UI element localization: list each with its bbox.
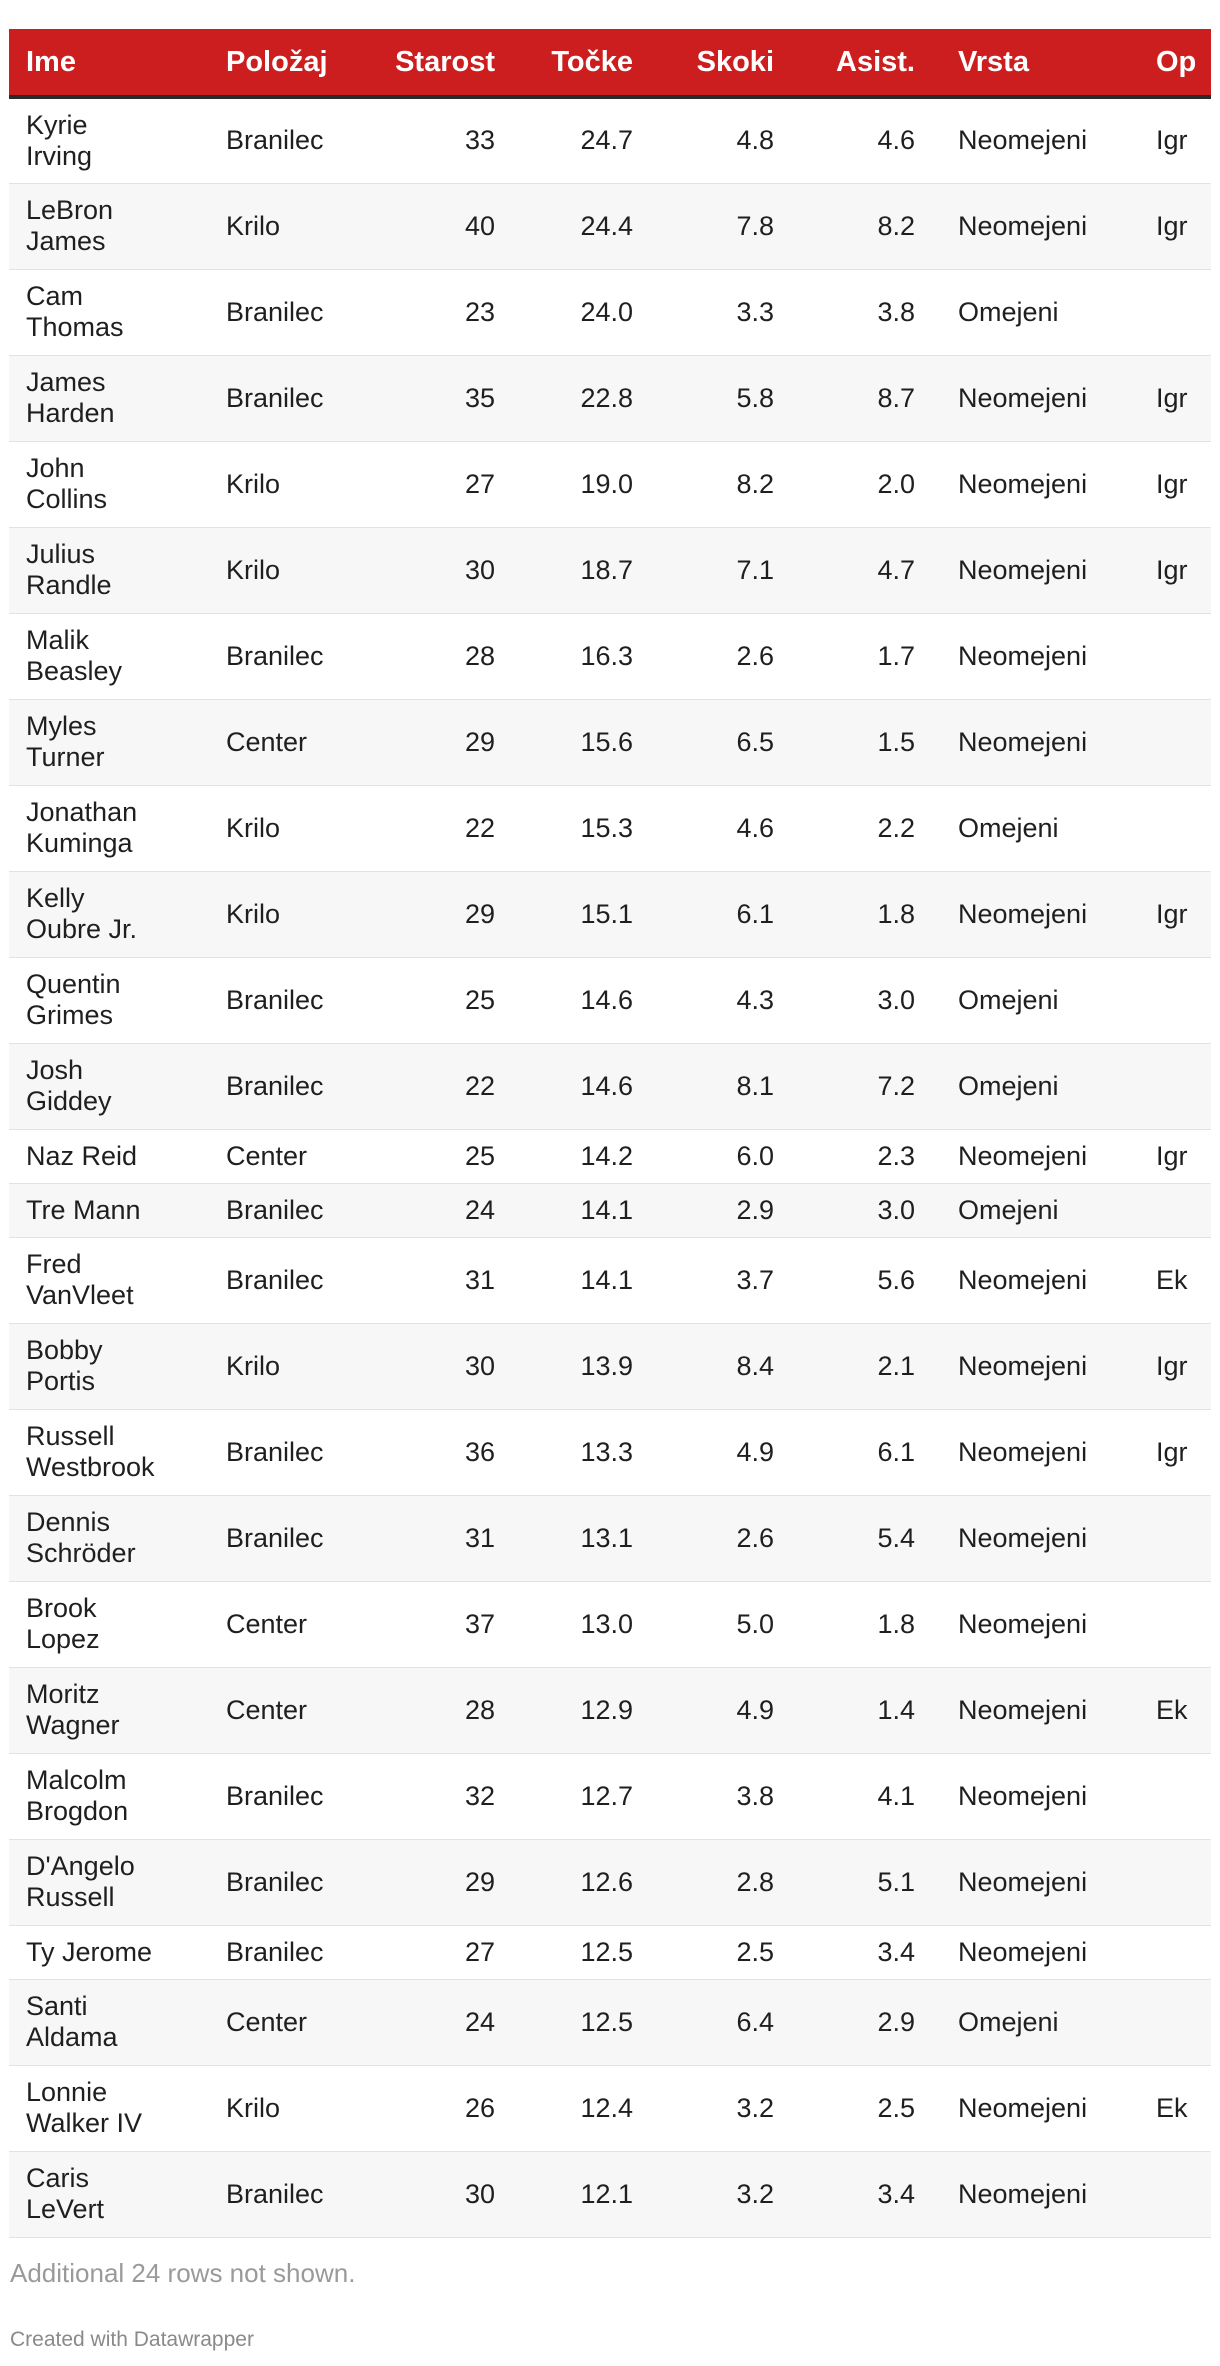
table-row [9,871,1211,957]
player-name-part: D'Angelo [26,1851,135,1881]
table-cell: 4.8 [736,125,774,156]
player-name-part: Oubre Jr. [26,914,138,944]
player-name-cell [9,871,209,957]
table-row [9,355,1211,441]
table-cell: 3.3 [736,296,774,327]
player-name-part: Dennis [26,1507,111,1537]
table-cell: Omejeni [958,1070,1059,1101]
player-name-part: Lonnie [26,2077,108,2107]
table-cell [1139,1183,1211,1237]
column-header[interactable]: Vrsta [941,29,1139,97]
player-name-part: Schröder [26,1538,136,1568]
table-cell: 35 [464,382,495,413]
player-name-part: LeBron [26,195,114,225]
table-cell: Branilec [226,2178,324,2209]
player-name-part: Collins [26,484,108,514]
table-cell: 26 [464,2092,495,2123]
table-cell: Branilec [226,125,324,156]
table-cell: 4.9 [736,1436,774,1467]
table-cell: 15.1 [580,898,633,929]
table-cell: Branilec [226,1264,324,1295]
table-cell: 5.1 [877,1866,915,1897]
table-cell: 24 [464,2006,495,2037]
table-cell [1139,785,1211,871]
table-cell: 15.3 [580,812,633,843]
table-cell: Ek [1156,1264,1188,1295]
table-cell: 12.4 [580,2092,633,2123]
table-cell: Igr [1156,468,1188,499]
table-row [9,1667,1211,1753]
table-row [9,1979,1211,2065]
player-name-cell [9,957,209,1043]
table-cell: Neomejeni [958,1694,1088,1725]
table-cell [1139,957,1211,1043]
player-name-cell [9,1839,209,1925]
table-cell: Neomejeni [958,898,1088,929]
table-cell: Neomejeni [958,125,1088,156]
table-cell: 40 [464,210,495,241]
table-cell: 29 [464,898,495,929]
table-cell: 12.5 [580,2006,633,2037]
table-cell: 31 [464,1522,495,1553]
table-row [9,1495,1211,1581]
table-cell: 2.0 [877,468,915,499]
table-cell: Center [226,1608,308,1639]
player-name-part: VanVleet [26,1280,134,1310]
table-cell: 6.5 [736,726,774,757]
player-name-cell [9,1667,209,1753]
table-row [9,1043,1211,1129]
table-cell: 8.2 [736,468,774,499]
table-cell: Igr [1156,1350,1188,1381]
table-cell: Branilec [226,1436,324,1467]
table-cell: 4.1 [877,1780,915,1811]
player-name-part: Bobby [26,1335,103,1365]
table-row [9,1581,1211,1667]
table-cell: Neomejeni [958,1350,1088,1381]
table-cell: Igr [1156,1436,1188,1467]
table-cell: 29 [464,1866,495,1897]
player-name-part: Kelly [26,883,85,913]
table-cell: 4.6 [736,812,774,843]
table-cell: 5.8 [736,382,774,413]
table-cell: Branilec [226,1070,324,1101]
table-cell: Neomejeni [958,1936,1088,1967]
table-cell: 2.9 [877,2006,915,2037]
table-cell: 22 [464,812,495,843]
table-row [9,1839,1211,1925]
table-cell: 6.4 [736,2006,774,2037]
player-name-part: Westbrook [26,1452,155,1482]
table-cell: 12.7 [580,1780,633,1811]
player-name-cell [9,785,209,871]
table-cell: 8.2 [877,210,915,241]
table-cell: Branilec [226,1194,324,1225]
table-cell: 28 [464,1694,495,1725]
player-name-cell [9,183,209,269]
player-name-part: Caris [26,2163,90,2193]
player-name-cell [9,1753,209,1839]
table-cell: 15.6 [580,726,633,757]
player-name-cell [9,1409,209,1495]
table-cell: 7.1 [736,554,774,585]
table-cell: Branilec [226,382,324,413]
player-name-part: Tre Mann [26,1194,141,1225]
table-cell: Branilec [226,296,324,327]
table-cell: 14.6 [580,1070,633,1101]
table-cell: 1.4 [877,1694,915,1725]
table-cell: 12.1 [580,2178,633,2209]
table-cell: 2.9 [736,1194,774,1225]
table-cell: Center [226,1694,308,1725]
table-cell: 24.7 [580,125,633,156]
table-cell: Omejeni [958,1194,1059,1225]
player-name-cell [9,1129,209,1183]
table-cell: 27 [464,1936,495,1967]
table-cell: 3.0 [877,1194,915,1225]
player-name-part: Walker IV [26,2108,143,2138]
player-name-part: John [26,453,85,483]
table-cell: 25 [464,1140,495,1171]
player-name-cell [9,97,209,183]
table-cell: Branilec [226,1866,324,1897]
table-cell: 3.4 [877,2178,915,2209]
player-name-part: Fred [26,1249,82,1279]
player-name-part: Cam [26,281,84,311]
table-cell: Neomejeni [958,2092,1088,2123]
table-row [9,1237,1211,1323]
table-cell: Neomejeni [958,382,1088,413]
player-name-part: James [26,226,106,256]
table-cell: 22 [464,1070,495,1101]
player-stats-table [9,29,1211,2238]
table-cell: 14.1 [580,1264,633,1295]
table-body [9,97,1211,2237]
table-cell: 4.9 [736,1694,774,1725]
player-name-part: Russell [26,1421,115,1451]
table-cell: 2.5 [877,2092,915,2123]
table-cell: 1.8 [877,1608,915,1639]
player-name-part: Randle [26,570,112,600]
player-name-part: Julius [26,539,96,569]
table-cell: 6.0 [736,1140,774,1171]
player-name-part: Moritz [26,1679,100,1709]
table-cell: 12.6 [580,1866,633,1897]
table-row [9,1129,1211,1183]
player-name-part: Malcolm [26,1765,127,1795]
table-cell: Igr [1156,898,1188,929]
table-row [9,97,1211,183]
table-cell: Neomejeni [958,1780,1088,1811]
column-header[interactable]: Op [1139,29,1211,97]
table-cell: Neomejeni [958,210,1088,241]
player-name-part: Josh [26,1055,84,1085]
player-name-part: Turner [26,742,105,772]
table-cell: 37 [464,1608,495,1639]
player-name-cell [9,2151,209,2237]
player-name-cell [9,699,209,785]
table-cell: 24.0 [580,296,633,327]
table-cell: 3.2 [736,2178,774,2209]
table-cell: 8.4 [736,1350,774,1381]
table-cell: 13.1 [580,1522,633,1553]
table-cell: 3.4 [877,1936,915,1967]
table-cell: Omejeni [958,2006,1059,2037]
table-cell: 24.4 [580,210,633,241]
table-cell [1139,1043,1211,1129]
table-cell: Igr [1156,125,1188,156]
table-row [9,1323,1211,1409]
table-cell [1139,1581,1211,1667]
table-cell: Neomejeni [958,2178,1088,2209]
player-name-part: Irving [26,140,93,171]
table-cell: Center [226,1140,308,1171]
player-name-part: Quentin [26,969,121,999]
table-cell: 14.2 [580,1140,633,1171]
table-row [9,1925,1211,1979]
table-cell: Branilec [226,984,324,1015]
table-cell: 18.7 [580,554,633,585]
player-name-part: Ty Jerome [26,1936,153,1967]
table-cell: Neomejeni [958,1436,1088,1467]
table-cell: Neomejeni [958,468,1088,499]
player-name-cell [9,1237,209,1323]
table-cell: 16.3 [580,640,633,671]
table-cell: Krilo [226,554,281,585]
player-name-cell [9,1979,209,2065]
table-cell: 30 [464,554,495,585]
table-row [9,2065,1211,2151]
table-cell: Branilec [226,640,324,671]
player-name-cell [9,527,209,613]
player-name-part: Wagner [26,1710,120,1740]
player-name-part: Naz Reid [26,1140,138,1171]
table-cell: 7.2 [877,1070,915,1101]
table-cell: Neomejeni [958,1866,1088,1897]
player-name-part: Santi [26,1991,88,2021]
table-cell: 8.7 [877,382,915,413]
table-cell: 30 [464,2178,495,2209]
player-name-part: Kuminga [26,828,133,858]
table-cell: 1.8 [877,898,915,929]
footnote: Additional 24 rows not shown. [10,2258,356,2288]
table-cell: 14.1 [580,1194,633,1225]
player-name-part: Kyrie [26,109,88,140]
player-name-part: Beasley [26,656,123,686]
table-cell: 24 [464,1194,495,1225]
table-cell [1139,699,1211,785]
table-cell: Neomejeni [958,1608,1088,1639]
table-cell: Neomejeni [958,554,1088,585]
table-cell: Krilo [226,812,281,843]
table-cell: 4.7 [877,554,915,585]
table-cell: 12.5 [580,1936,633,1967]
table-cell: 4.3 [736,984,774,1015]
table-cell [1139,1979,1211,2065]
player-name-cell [9,1183,209,1237]
column-header[interactable]: Položaj [209,29,374,97]
table-cell: 5.0 [736,1608,774,1639]
table-row [9,1753,1211,1839]
table-cell: Neomejeni [958,640,1088,671]
table-row [9,1409,1211,1495]
table-cell: 6.1 [736,898,774,929]
table-cell: 32 [464,1780,495,1811]
player-name-cell [9,1323,209,1409]
table-cell: 23 [464,296,495,327]
table-row [9,527,1211,613]
credit-line: Created with Datawrapper [10,2328,254,2351]
player-name-cell [9,1495,209,1581]
table-cell: Igr [1156,210,1188,241]
player-name-part: Russell [26,1882,115,1912]
table-cell: Omejeni [958,296,1059,327]
column-header[interactable]: Starost [374,29,521,97]
table-cell: Krilo [226,2092,281,2123]
table-cell [1139,1753,1211,1839]
player-name-part: Grimes [26,1000,113,1030]
table-cell: 3.2 [736,2092,774,2123]
table-cell: 5.6 [877,1264,915,1295]
player-name-part: Brook [26,1593,97,1623]
table-cell: Neomejeni [958,1522,1088,1553]
table-cell: 25 [464,984,495,1015]
table-cell: Branilec [226,1936,324,1967]
table-cell: Igr [1156,554,1188,585]
table-cell [1139,2151,1211,2237]
table-cell: Ek [1156,1694,1188,1725]
player-name-part: Giddey [26,1086,112,1116]
table-row [9,1183,1211,1237]
player-name-cell [9,269,209,355]
table-cell: 13.3 [580,1436,633,1467]
player-name-cell [9,1043,209,1129]
table-cell: Neomejeni [958,726,1088,757]
table-cell: Branilec [226,1780,324,1811]
column-header[interactable]: Skoki [659,29,800,97]
player-name-part: Myles [26,711,97,741]
table-row [9,2151,1211,2237]
table-cell [1139,1839,1211,1925]
table-cell: 5.4 [877,1522,915,1553]
table-cell: 12.9 [580,1694,633,1725]
column-header[interactable]: Ime [9,29,209,97]
table-header-row [9,29,1211,97]
table-cell: 33 [464,125,495,156]
table-cell: Krilo [226,898,281,929]
table-row [9,785,1211,871]
table-cell [1139,1925,1211,1979]
table-cell: 1.5 [877,726,915,757]
player-name-part: Thomas [26,312,124,342]
table-cell: 2.2 [877,812,915,843]
table-cell [1139,269,1211,355]
table-cell: 28 [464,640,495,671]
table-cell: 19.0 [580,468,633,499]
table-cell [1139,613,1211,699]
player-name-cell [9,1925,209,1979]
table-cell: 29 [464,726,495,757]
table-cell: Krilo [226,468,281,499]
table-cell: Center [226,2006,308,2037]
table-cell: Neomejeni [958,1264,1088,1295]
player-name-cell [9,355,209,441]
table-row [9,699,1211,785]
table-cell: 3.0 [877,984,915,1015]
player-name-part: Aldama [26,2022,118,2052]
table-cell: 8.1 [736,1070,774,1101]
table-cell: Center [226,726,308,757]
table-cell: 31 [464,1264,495,1295]
table-cell: 2.5 [736,1936,774,1967]
player-name-cell [9,441,209,527]
table-cell: 2.3 [877,1140,915,1171]
table-cell: 3.8 [736,1780,774,1811]
data-table-container [9,29,1211,2238]
player-name-part: James [26,367,106,397]
table-cell: Krilo [226,210,281,241]
table-cell: 2.8 [736,1866,774,1897]
column-header[interactable]: Asist. [800,29,941,97]
table-row [9,613,1211,699]
table-cell: 4.6 [877,125,915,156]
table-cell: 36 [464,1436,495,1467]
player-name-cell [9,2065,209,2151]
player-name-part: Lopez [26,1624,100,1654]
player-name-part: Portis [26,1366,96,1396]
table-cell: Igr [1156,382,1188,413]
table-cell: 30 [464,1350,495,1381]
table-cell: 22.8 [580,382,633,413]
table-cell [1139,1495,1211,1581]
player-name-part: Malik [26,625,90,655]
table-cell: 2.1 [877,1350,915,1381]
table-cell: Krilo [226,1350,281,1381]
table-cell: 3.8 [877,296,915,327]
table-row [9,441,1211,527]
table-cell: 1.7 [877,640,915,671]
player-name-part: Brogdon [26,1796,129,1826]
player-name-part: LeVert [26,2194,105,2224]
table-cell: Ek [1156,2092,1188,2123]
table-cell: 2.6 [736,1522,774,1553]
table-cell: Omejeni [958,984,1059,1015]
player-name-cell [9,1581,209,1667]
table-row [9,269,1211,355]
table-cell: 27 [464,468,495,499]
table-cell: Neomejeni [958,1140,1088,1171]
table-cell: Igr [1156,1140,1188,1171]
player-name-part: Jonathan [26,797,138,827]
column-header[interactable]: Točke [521,29,659,97]
table-cell: 13.9 [580,1350,633,1381]
table-cell: 14.6 [580,984,633,1015]
table-row [9,183,1211,269]
table-cell: 13.0 [580,1608,633,1639]
table-cell: 7.8 [736,210,774,241]
table-row [9,957,1211,1043]
table-cell: Branilec [226,1522,324,1553]
player-name-part: Harden [26,398,115,428]
player-name-cell [9,613,209,699]
table-cell: 2.6 [736,640,774,671]
table-cell: 3.7 [736,1264,774,1295]
table-cell: 6.1 [877,1436,915,1467]
table-cell: Omejeni [958,812,1059,843]
